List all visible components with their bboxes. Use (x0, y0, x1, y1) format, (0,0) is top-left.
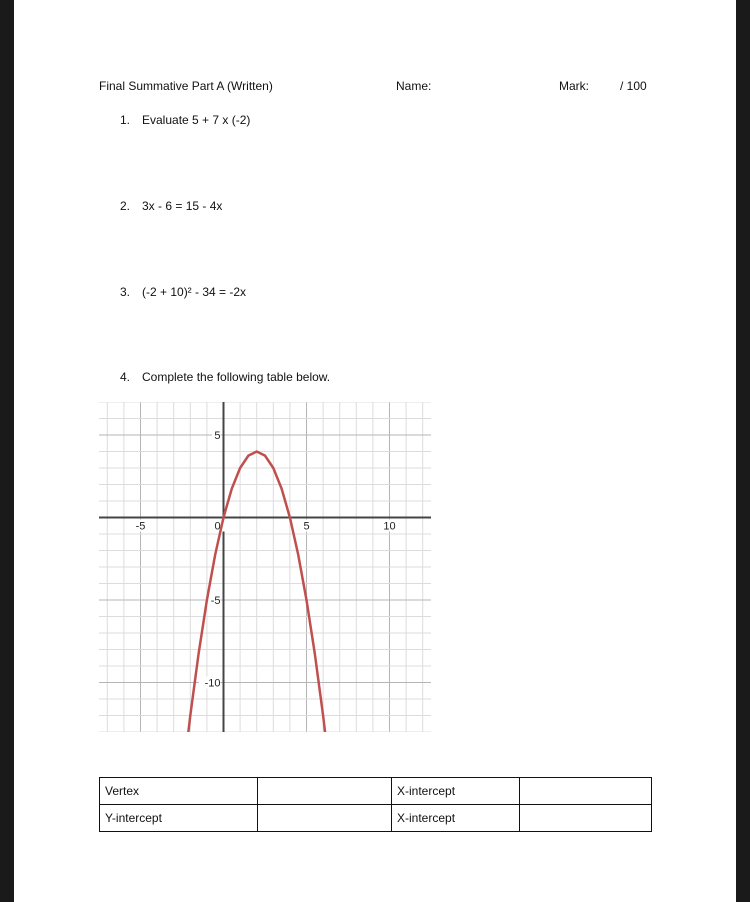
x-intercept-answer-cell[interactable] (520, 805, 652, 832)
question-1 (120, 113, 250, 127)
vertex-answer-cell[interactable] (258, 778, 392, 805)
parabola-graph (99, 402, 431, 732)
table-row (100, 805, 652, 832)
x-intercept-answer-cell[interactable] (520, 778, 652, 805)
answer-table (99, 777, 652, 832)
x-intercept-label: X-intercept (392, 805, 520, 832)
question-3 (120, 285, 246, 299)
grid-lines (99, 402, 431, 732)
mark-total: / 100 (620, 79, 647, 93)
mark-label: Mark: (559, 79, 589, 93)
x-tick-label: 5 (303, 520, 310, 533)
question-number: 1. (120, 113, 131, 127)
question-text: Evaluate 5 + 7 x (-2) (142, 113, 251, 127)
table-row (100, 778, 652, 805)
page-title: Final Summative Part A (Written) (99, 79, 273, 93)
y-tick-label: -5 (210, 595, 221, 607)
question-text: (-2 + 10)² - 34 = -2x (142, 285, 247, 299)
question-text: Complete the following table below. (142, 370, 331, 384)
question-number: 2. (120, 199, 131, 213)
y-tick-label: 5 (214, 430, 221, 442)
x-tick-label: 10 (383, 520, 396, 533)
x-tick-label: 0 (214, 520, 221, 533)
y-intercept-answer-cell[interactable] (258, 805, 392, 832)
name-label: Name: (396, 79, 432, 93)
vertex-label: Vertex (100, 778, 258, 805)
question-text: 3x - 6 = 15 - 4x (142, 199, 223, 213)
x-intercept-label: X-intercept (392, 778, 520, 805)
question-number: 4. (120, 370, 131, 384)
worksheet-page (14, 0, 736, 902)
y-intercept-label: Y-intercept (100, 805, 258, 832)
question-4 (120, 370, 330, 384)
x-tick-label: -5 (135, 520, 146, 533)
question-number: 3. (120, 285, 131, 299)
question-2 (120, 199, 222, 213)
y-tick-label: -10 (204, 677, 221, 690)
